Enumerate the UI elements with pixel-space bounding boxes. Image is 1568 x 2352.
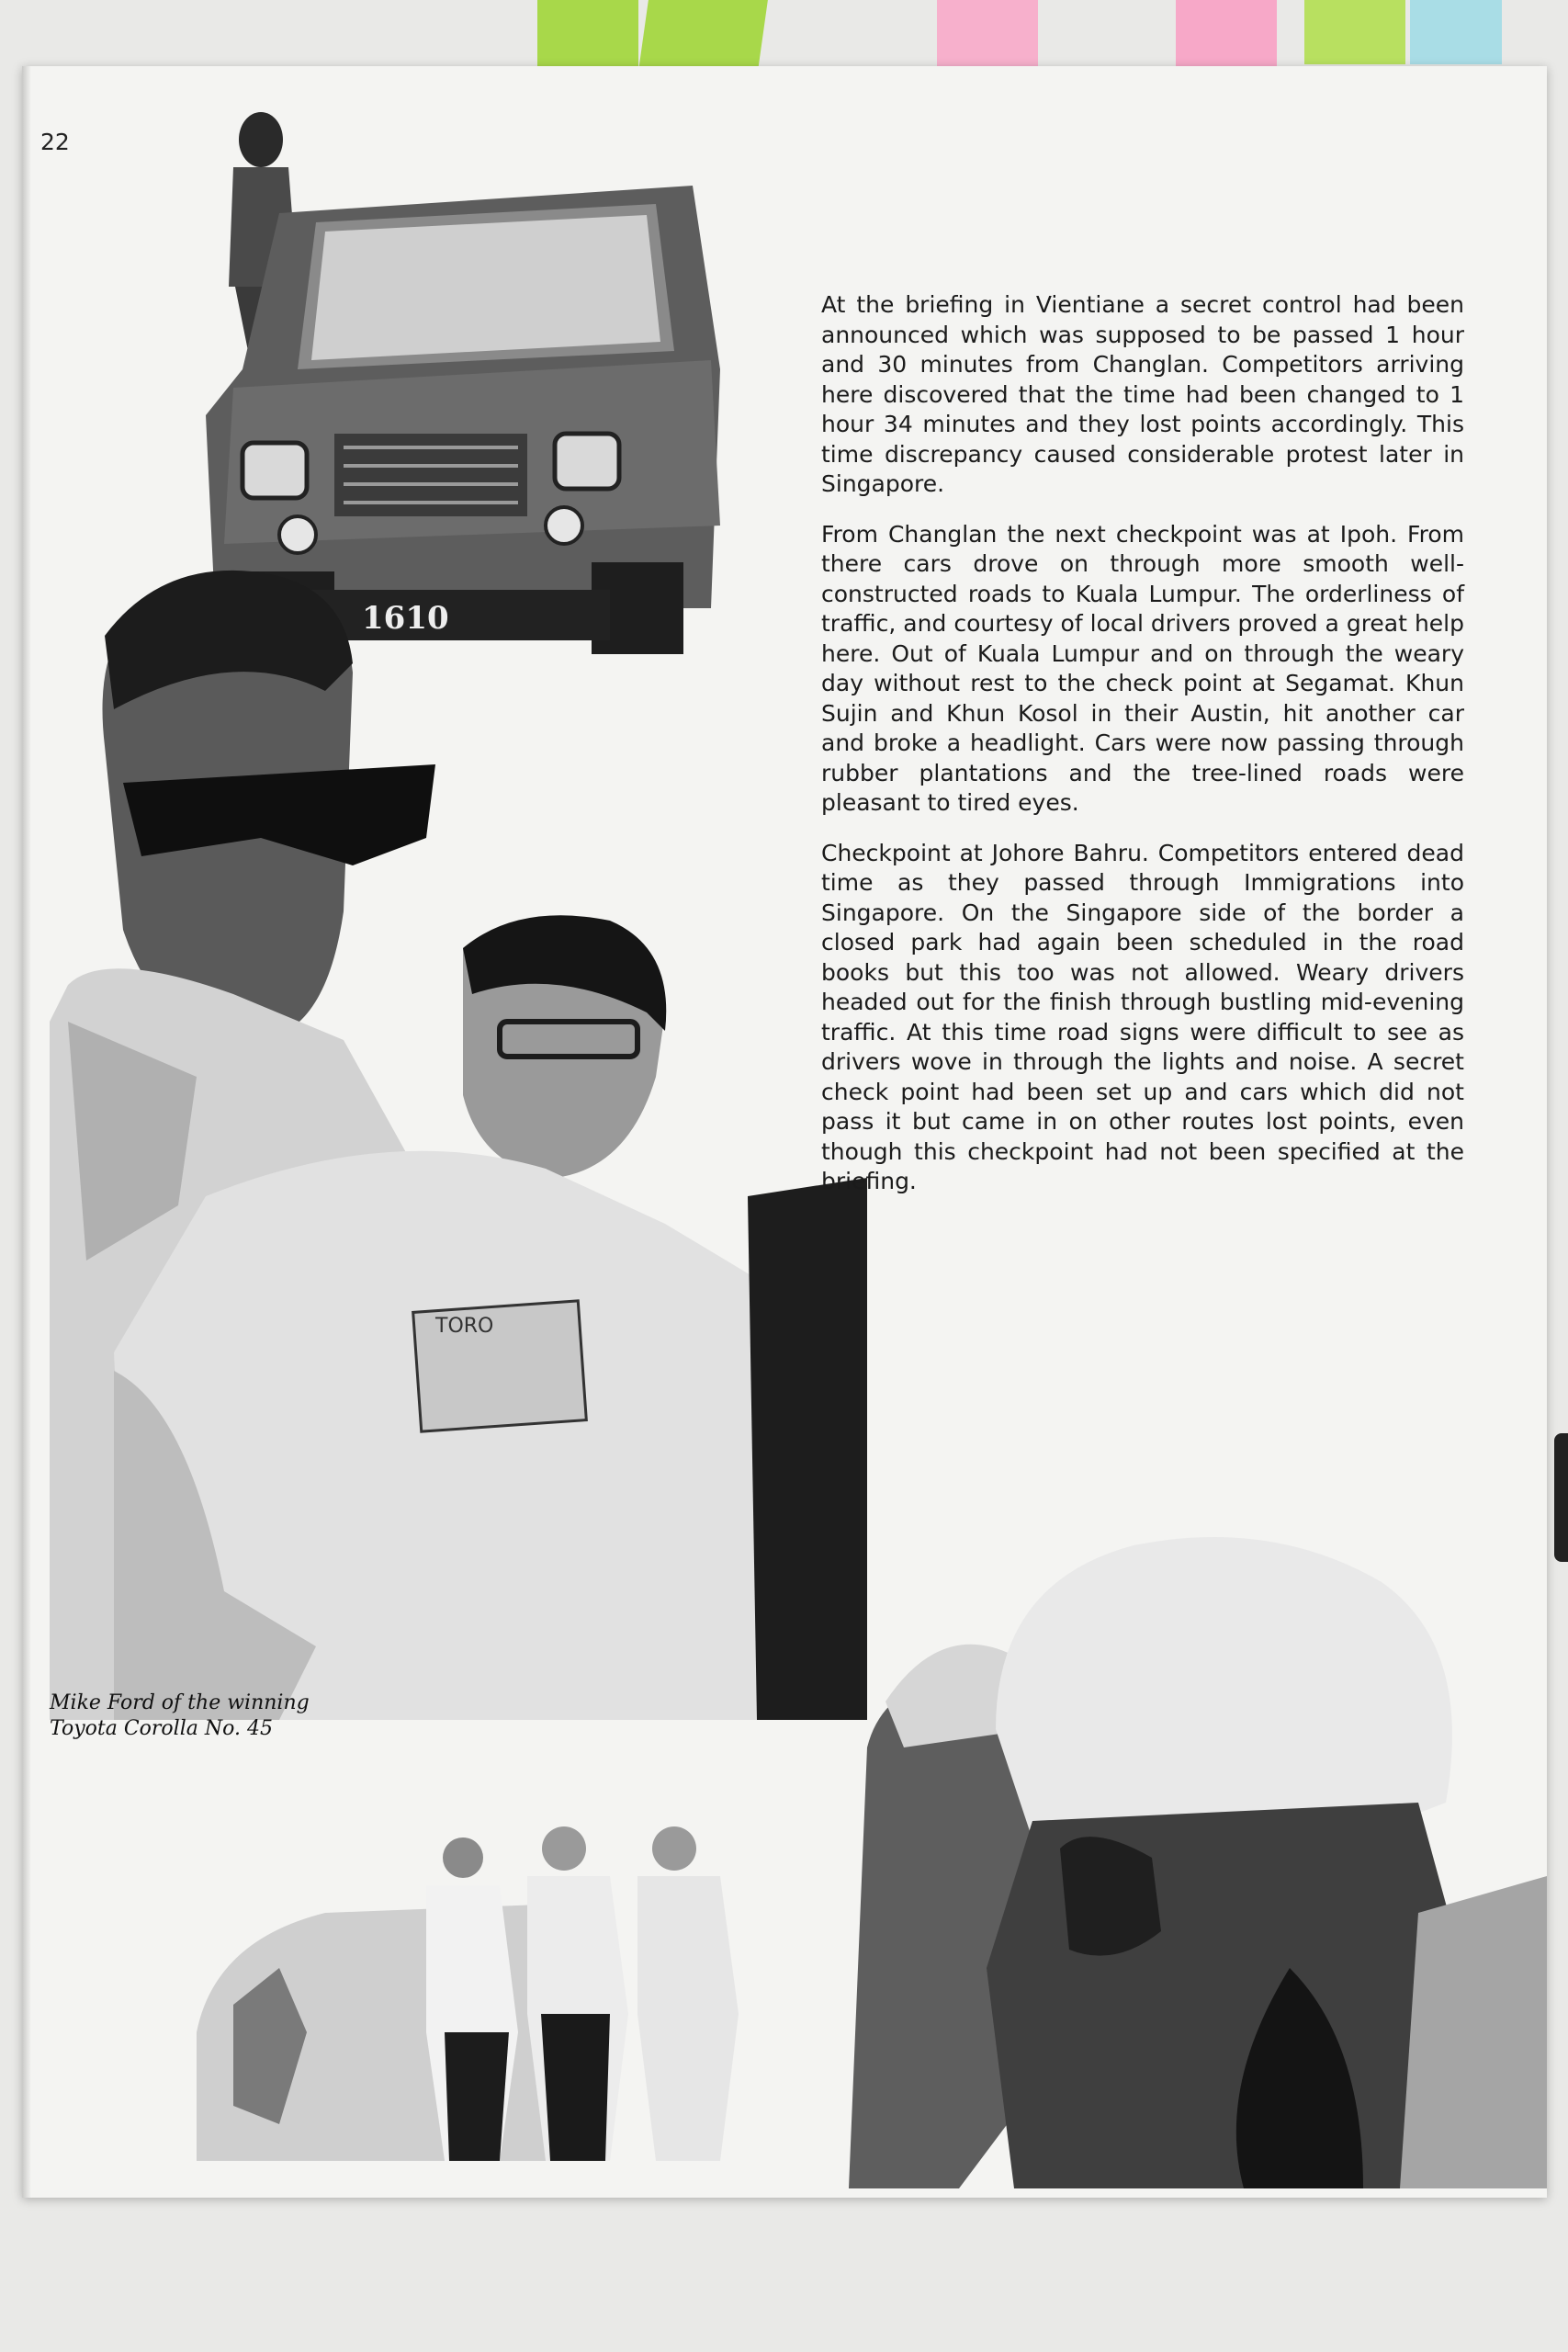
paragraph-1: At the briefing in Vientiane a secret control had been announced which was supposed to be passed 1 hour and 30 minutes from Changlan. Competitors arriving here discovered that the time had been changed to 1 hour 34 minutes and they lost points accordingly. This time discrepancy caused considerable protest later in Singapore. bbox=[821, 291, 1464, 497]
magazine-page bbox=[22, 66, 1547, 2198]
sticky-tab-cyan bbox=[1410, 0, 1502, 64]
caption-line-2: Toyota Corolla No. 45 bbox=[50, 1717, 273, 1740]
turbaned-men-photo bbox=[849, 1453, 1547, 2188]
sticky-tab-pink-1 bbox=[937, 0, 1038, 74]
paragraph-3: Checkpoint at Johore Bahru. Competitors entered dead time as they passed through Immigrations into Singapore. On the Singapore side of the border a closed park had again been scheduled in the road books but this too was not allowed. Weary drivers headed out for the finish through bustling mid-evening traffic. At this time road signs were difficult to see as drivers wove in through the lights and noise. A secret check point had been set up and cars which did not pass it but came in on other routes lost points, even though this checkpoint had not been specified at the briefing. bbox=[821, 839, 1464, 1194]
article-body bbox=[821, 290, 1464, 1217]
sticky-tab-green-3 bbox=[1304, 0, 1405, 64]
mike-ford-photo bbox=[114, 893, 867, 1720]
page-spine-shadow bbox=[22, 66, 31, 2198]
photo-caption bbox=[50, 1690, 362, 1742]
shirt-badge: TORO bbox=[435, 1315, 494, 1338]
page-number: 22 bbox=[40, 129, 70, 155]
group-with-car-photo bbox=[178, 1757, 858, 2198]
license-plate: 1610 bbox=[362, 600, 449, 637]
caption-line-1: Mike Ford of the winning bbox=[50, 1691, 310, 1714]
paragraph-2: From Changlan the next checkpoint was at Ipoh. From there cars drove on through more smooth well-constructed roads to Kuala Lumpur. The orderliness of traffic, and courtesy of local drivers proved a great help here. Out of Kuala Lumpur and on through the weary day without rest to the check point at Segamat. Khun Sujin and Khun Kosol in their Austin, hit another car and broke a headlight. Cars were now passing through rubber plantations and the tree-lined roads were pleasant to tired eyes. bbox=[821, 520, 1464, 816]
facing-page-edge bbox=[1554, 1433, 1568, 1562]
